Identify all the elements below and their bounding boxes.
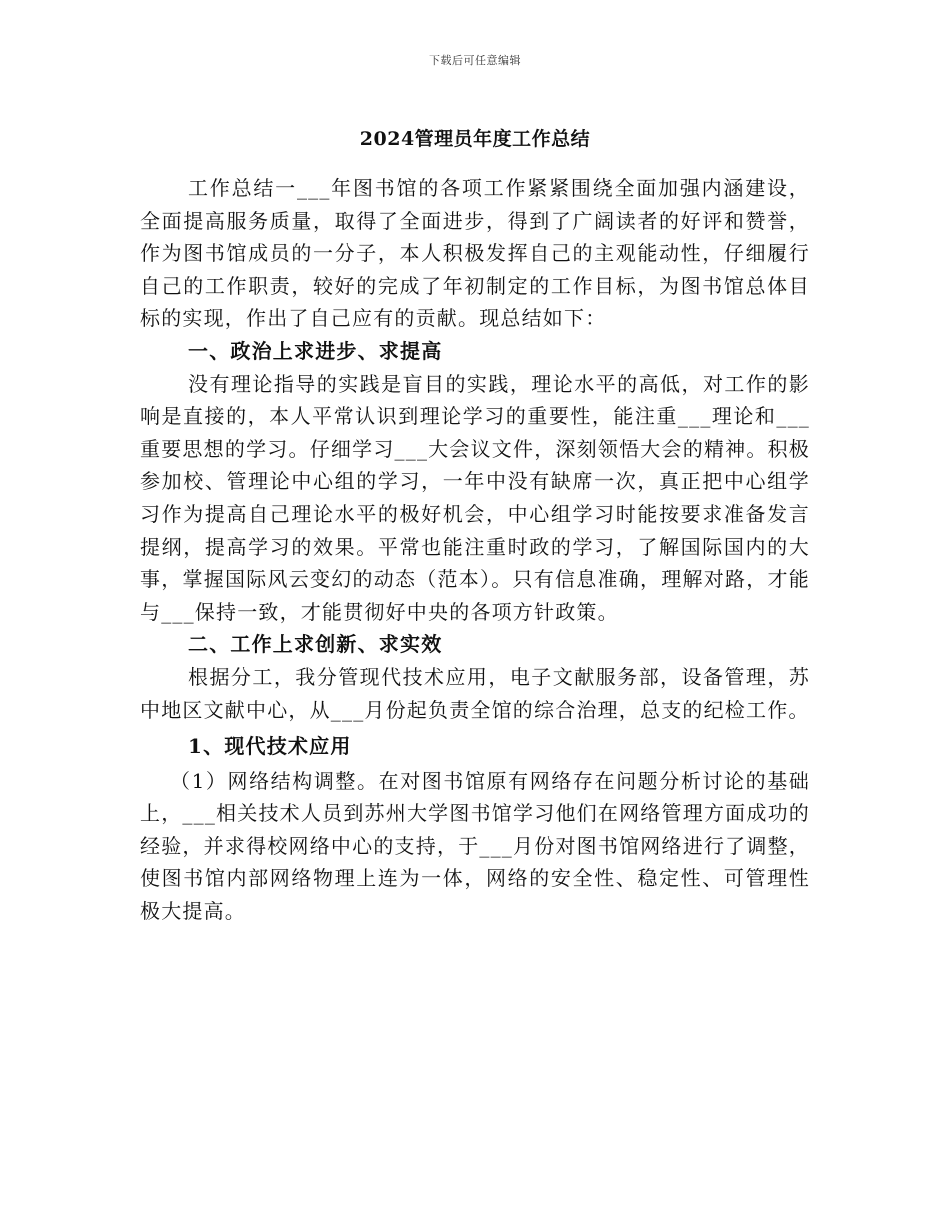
- intro-paragraph: 工作总结一___年图书馆的各项工作紧紧围绕全面加强内涵建设，全面提高服务质量，取得了全面进步，得到了广阔读者的好评和赞誉，作为图书馆成员的一分子，本人积极发挥自己的主观能动性，仔细履行自己的工作职责，较好的完成了年初制定的工作目标，为图书馆总体目标的实现，作出了自己应有的贡献。现总结如下：: [140, 176, 810, 331]
- network-adjustment-paragraph: （1）网络结构调整。在对图书馆原有网络存在问题分析讨论的基础上，___相关技术人员到苏州大学图书馆学习他们在网络管理方面成功的经验，并求得校网络中心的支持，于___月份对图书馆网络进行了调整，使图书馆内部网络物理上连为一体，网络的安全性、稳定性、可管理性极大提高。: [140, 768, 810, 924]
- header-note: 下载后可任意编辑: [429, 54, 521, 67]
- subsection-heading-tech: 1、现代技术应用: [188, 734, 352, 759]
- section-heading-politics: 一、政治上求进步、求提高: [188, 338, 443, 363]
- document-body: [140, 172, 810, 928]
- section-work-paragraph: 根据分工，我分管现代技术应用，电子文献服务部，设备管理，苏中地区文献中心，从___月份起负责全馆的综合治理，总支的纪检工作。: [140, 664, 810, 722]
- section-politics-paragraph: 没有理论指导的实践是盲目的实践，理论水平的高低，对工作的影响是直接的，本人平常认识到理论学习的重要性，能注重___理论和___重要思想的学习。仔细学习___大会议文件，深刻领悟大会的精神。积极参加校、管理论中心组的学习，一年中没有缺席一次，真正把中心组学习作为提高自己理论水平的极好机会，中心组学习时能按要求准备发言提纲，提高学习的效果。平常也能注重时政的学习，了解国际国内的大事，掌握国际风云变幻的动态（范本）。只有信息准确，理解对路，才能与___保持一致，才能贯彻好中央的各项方针政策。: [140, 371, 810, 624]
- document-title: 2024管理员年度工作总结: [359, 128, 591, 150]
- section-heading-work: 二、工作上求创新、求实效: [188, 632, 443, 657]
